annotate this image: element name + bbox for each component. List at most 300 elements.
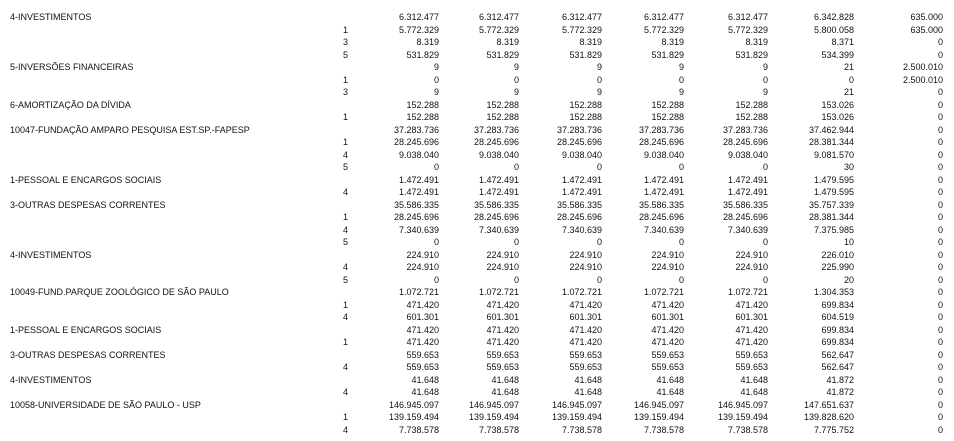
value-cell: 0 (937, 337, 943, 347)
value-cell: 0 (596, 162, 602, 172)
value-cell: 9.038.040 (478, 149, 519, 160)
value-cell: 153.026 (821, 112, 854, 122)
value-cell: 0 (596, 74, 602, 85)
value-cell: 559.653 (486, 349, 519, 360)
value-cell: 9.038.040 (398, 149, 439, 160)
value-cell: 224.910 (486, 249, 519, 260)
value-cell: 5.772.329 (727, 24, 768, 35)
value-cell: 0 (937, 237, 943, 247)
row-label: 5-INVERSÕES FINANCEIRAS (10, 62, 134, 72)
value-cell: 531.829 (406, 49, 439, 60)
value-cell: 9 (513, 87, 519, 97)
value-cell: 0 (937, 174, 943, 185)
value-cell: 1.072.721 (643, 287, 684, 297)
value-cell: 471.420 (486, 299, 519, 310)
value-cell: 37.283.736 (638, 124, 684, 135)
value-cell: 30 (843, 162, 854, 172)
table-row (0, 186, 954, 198)
table-row (0, 111, 954, 123)
row-code: 3 (342, 87, 348, 97)
value-cell: 28.245.696 (393, 137, 439, 147)
value-cell: 9 (762, 87, 768, 97)
value-cell: 224.910 (406, 249, 439, 260)
value-cell: 559.653 (569, 349, 602, 360)
table-row (0, 386, 954, 398)
value-cell: 9 (762, 62, 768, 72)
value-cell: 28.381.344 (808, 212, 854, 222)
value-cell: 139.159.494 (551, 412, 602, 422)
value-cell: 531.829 (486, 49, 519, 60)
table-row (0, 86, 954, 98)
value-cell: 7.340.639 (478, 224, 519, 235)
value-cell: 224.910 (651, 262, 684, 272)
value-cell: 37.462.944 (808, 124, 854, 135)
value-cell: 0 (596, 237, 602, 247)
value-cell: 471.420 (569, 324, 602, 335)
row-label: 10058-UNIVERSIDADE DE SÃO PAULO - USP (10, 399, 201, 410)
value-cell: 0 (513, 274, 519, 285)
value-cell: 21 (843, 87, 854, 97)
table-row (0, 324, 954, 336)
value-cell: 152.288 (651, 112, 684, 122)
table-row (0, 99, 954, 111)
value-cell: 28.245.696 (556, 212, 602, 222)
table-row (0, 11, 954, 23)
table-row (0, 161, 954, 173)
value-cell: 471.420 (569, 337, 602, 347)
value-cell: 224.910 (735, 249, 768, 260)
value-cell: 471.420 (486, 337, 519, 347)
value-cell: 35.586.335 (393, 199, 439, 210)
value-cell: 0 (937, 187, 943, 197)
value-cell: 9 (513, 62, 519, 72)
value-cell: 1.472.491 (398, 174, 439, 185)
value-cell: 9.038.040 (643, 149, 684, 160)
value-cell: 559.653 (735, 362, 768, 372)
value-cell: 6.312.477 (561, 12, 602, 22)
value-cell: 0 (937, 349, 943, 360)
value-cell: 1.472.491 (478, 187, 519, 197)
row-label: 4-INVESTIMENTOS (10, 12, 92, 22)
value-cell: 10 (843, 237, 854, 247)
value-cell: 152.288 (406, 99, 439, 110)
value-cell: 562.647 (821, 349, 854, 360)
value-cell: 7.738.578 (727, 424, 768, 435)
value-cell: 41.648 (740, 374, 768, 385)
value-cell: 0 (937, 287, 943, 297)
value-cell: 471.420 (651, 299, 684, 310)
value-cell: 0 (937, 424, 943, 435)
value-cell: 471.420 (569, 299, 602, 310)
value-cell: 146.945.097 (633, 399, 684, 410)
value-cell: 1.472.491 (561, 174, 602, 185)
value-cell: 1.472.491 (398, 187, 439, 197)
value-cell: 1.472.491 (727, 174, 768, 185)
value-cell: 146.945.097 (717, 399, 768, 410)
table-row (0, 299, 954, 311)
value-cell: 1.072.721 (727, 287, 768, 297)
value-cell: 471.420 (651, 324, 684, 335)
value-cell: 35.586.335 (722, 199, 768, 210)
value-cell: 0 (937, 274, 943, 285)
value-cell: 0 (937, 299, 943, 310)
value-cell: 699.834 (821, 299, 854, 310)
row-code: 1 (342, 212, 348, 222)
value-cell: 601.301 (486, 312, 519, 322)
value-cell: 7.738.578 (398, 424, 439, 435)
value-cell: 152.288 (735, 112, 768, 122)
row-code: 4 (342, 424, 348, 435)
value-cell: 0 (596, 274, 602, 285)
table-row (0, 149, 954, 161)
value-cell: 41.648 (656, 374, 684, 385)
value-cell: 28.245.696 (722, 137, 768, 147)
value-cell: 471.420 (486, 324, 519, 335)
value-cell: 1.472.491 (727, 187, 768, 197)
value-cell: 6.312.477 (478, 12, 519, 22)
table-row (0, 411, 954, 423)
value-cell: 152.288 (735, 99, 768, 110)
value-cell: 7.738.578 (561, 424, 602, 435)
value-cell: 35.586.335 (473, 199, 519, 210)
row-code: 3 (342, 37, 348, 47)
value-cell: 0 (433, 162, 439, 172)
value-cell: 2.500.010 (902, 74, 943, 85)
value-cell: 6.342.828 (813, 12, 854, 22)
row-label: 4-INVESTIMENTOS (10, 249, 92, 260)
value-cell: 139.159.494 (468, 412, 519, 422)
row-code: 1 (342, 74, 348, 85)
value-cell: 152.288 (569, 99, 602, 110)
table-row (0, 236, 954, 248)
value-cell: 0 (937, 112, 943, 122)
value-cell: 152.288 (569, 112, 602, 122)
value-cell: 0 (937, 312, 943, 322)
table-row (0, 286, 954, 298)
value-cell: 37.283.736 (722, 124, 768, 135)
row-code: 1 (342, 337, 348, 347)
table-row (0, 211, 954, 223)
value-cell: 9.081.570 (813, 149, 854, 160)
value-cell: 37.283.736 (393, 124, 439, 135)
value-cell: 1.072.721 (478, 287, 519, 297)
value-cell: 559.653 (651, 362, 684, 372)
value-cell: 226.010 (821, 249, 854, 260)
value-cell: 604.519 (821, 312, 854, 322)
value-cell: 0 (937, 49, 943, 60)
value-cell: 0 (433, 237, 439, 247)
row-label: 6-AMORTIZAÇÃO DA DÍVIDA (10, 99, 131, 110)
value-cell: 699.834 (821, 324, 854, 335)
value-cell: 146.945.097 (388, 399, 439, 410)
value-cell: 35.586.335 (556, 199, 602, 210)
value-cell: 7.738.578 (478, 424, 519, 435)
value-cell: 139.159.494 (717, 412, 768, 422)
value-cell: 0 (762, 74, 768, 85)
value-cell: 0 (937, 324, 943, 335)
row-code: 4 (342, 312, 348, 322)
table-row (0, 311, 954, 323)
table-row (0, 261, 954, 273)
value-cell: 471.420 (735, 324, 768, 335)
table-row (0, 349, 954, 361)
value-cell: 28.245.696 (556, 137, 602, 147)
row-label: 4-INVESTIMENTOS (10, 374, 92, 385)
row-label: 3-OUTRAS DESPESAS CORRENTES (10, 199, 166, 210)
value-cell: 152.288 (486, 99, 519, 110)
value-cell: 471.420 (406, 324, 439, 335)
value-cell: 0 (762, 237, 768, 247)
row-code: 1 (342, 412, 348, 422)
row-code: 4 (342, 387, 348, 397)
value-cell: 9 (678, 87, 684, 97)
value-cell: 0 (937, 99, 943, 110)
value-cell: 471.420 (735, 299, 768, 310)
value-cell: 0 (937, 124, 943, 135)
value-cell: 153.026 (821, 99, 854, 110)
value-cell: 0 (848, 74, 854, 85)
row-label: 3-OUTRAS DESPESAS CORRENTES (10, 349, 166, 360)
value-cell: 559.653 (486, 362, 519, 372)
value-cell: 5.772.329 (643, 24, 684, 35)
table-row (0, 74, 954, 86)
row-code: 4 (342, 224, 348, 235)
row-code: 5 (342, 162, 348, 172)
value-cell: 28.245.696 (393, 212, 439, 222)
value-cell: 0 (678, 274, 684, 285)
table-row (0, 336, 954, 348)
value-cell: 471.420 (406, 299, 439, 310)
value-cell: 699.834 (821, 337, 854, 347)
value-cell: 0 (937, 249, 943, 260)
value-cell: 0 (433, 274, 439, 285)
value-cell: 225.990 (821, 262, 854, 272)
value-cell: 1.072.721 (561, 287, 602, 297)
value-cell: 7.738.578 (643, 424, 684, 435)
value-cell: 41.648 (411, 374, 439, 385)
value-cell: 224.910 (569, 249, 602, 260)
value-cell: 9 (678, 62, 684, 72)
value-cell: 8.319 (745, 37, 768, 47)
value-cell: 471.420 (651, 337, 684, 347)
table-row (0, 374, 954, 386)
value-cell: 0 (937, 224, 943, 235)
value-cell: 0 (513, 74, 519, 85)
table-row (0, 136, 954, 148)
value-cell: 601.301 (406, 312, 439, 322)
value-cell: 5.800.058 (813, 24, 854, 35)
value-cell: 6.312.477 (643, 12, 684, 22)
value-cell: 0 (937, 262, 943, 272)
value-cell: 152.288 (406, 112, 439, 122)
value-cell: 224.910 (569, 262, 602, 272)
value-cell: 9.038.040 (727, 149, 768, 160)
table-row (0, 424, 954, 436)
value-cell: 559.653 (406, 362, 439, 372)
value-cell: 41.872 (826, 374, 854, 385)
value-cell: 1.472.491 (643, 187, 684, 197)
value-cell: 0 (762, 274, 768, 285)
value-cell: 28.245.696 (473, 137, 519, 147)
value-cell: 8.319 (579, 37, 602, 47)
value-cell: 0 (678, 74, 684, 85)
row-label: 1-PESSOAL E ENCARGOS SOCIAIS (10, 324, 162, 335)
value-cell: 7.340.639 (561, 224, 602, 235)
value-cell: 8.319 (496, 37, 519, 47)
value-cell: 0 (937, 399, 943, 410)
value-cell: 0 (937, 87, 943, 97)
row-code: 4 (342, 362, 348, 372)
value-cell: 559.653 (569, 362, 602, 372)
value-cell: 37.283.736 (556, 124, 602, 135)
value-cell: 41.648 (574, 374, 602, 385)
row-label: 10049-FUND.PARQUE ZOOLÓGICO DE SÃO PAULO (10, 287, 229, 297)
value-cell: 28.245.696 (722, 212, 768, 222)
value-cell: 5.772.329 (398, 24, 439, 35)
value-cell: 6.312.477 (398, 12, 439, 22)
table-row (0, 124, 954, 136)
value-cell: 8.319 (661, 37, 684, 47)
value-cell: 146.945.097 (468, 399, 519, 410)
value-cell: 9 (596, 62, 602, 72)
value-cell: 147.651.637 (803, 399, 854, 410)
table-row (0, 36, 954, 48)
row-code: 4 (342, 187, 348, 197)
value-cell: 224.910 (486, 262, 519, 272)
value-cell: 559.653 (651, 349, 684, 360)
value-cell: 9 (596, 87, 602, 97)
value-cell: 35.586.335 (638, 199, 684, 210)
value-cell: 139.159.494 (633, 412, 684, 422)
value-cell: 224.910 (651, 249, 684, 260)
value-cell: 41.648 (574, 387, 602, 397)
value-cell: 601.301 (735, 312, 768, 322)
value-cell: 41.648 (491, 374, 519, 385)
value-cell: 9 (433, 62, 439, 72)
value-cell: 0 (937, 37, 943, 47)
value-cell: 0 (513, 237, 519, 247)
row-code: 1 (342, 24, 348, 35)
row-label: 10047-FUNDAÇÃO AMPARO PESQUISA EST.SP.-FAPESP (10, 124, 250, 135)
value-cell: 0 (937, 387, 943, 397)
value-cell: 224.910 (735, 262, 768, 272)
value-cell: 471.420 (406, 337, 439, 347)
value-cell: 1.472.491 (561, 187, 602, 197)
row-code: 1 (342, 299, 348, 310)
value-cell: 601.301 (569, 312, 602, 322)
value-cell: 21 (843, 62, 854, 72)
value-cell: 534.399 (821, 49, 854, 60)
value-cell: 0 (937, 162, 943, 172)
value-cell: 0 (937, 212, 943, 222)
value-cell: 7.340.639 (398, 224, 439, 235)
value-cell: 0 (513, 162, 519, 172)
value-cell: 0 (937, 149, 943, 160)
value-cell: 5.772.329 (478, 24, 519, 35)
value-cell: 41.648 (491, 387, 519, 397)
value-cell: 41.872 (826, 387, 854, 397)
value-cell: 7.340.639 (643, 224, 684, 235)
value-cell: 7.340.639 (727, 224, 768, 235)
value-cell: 139.828.620 (803, 412, 854, 422)
value-cell: 635.000 (910, 12, 943, 22)
value-cell: 5.772.329 (561, 24, 602, 35)
value-cell: 0 (433, 74, 439, 85)
value-cell: 0 (937, 199, 943, 210)
table-row (0, 361, 954, 373)
value-cell: 531.829 (569, 49, 602, 60)
table-row (0, 24, 954, 36)
value-cell: 28.381.344 (808, 137, 854, 147)
value-cell: 635.000 (910, 24, 943, 35)
value-cell: 0 (762, 162, 768, 172)
value-cell: 0 (937, 374, 943, 385)
value-cell: 601.301 (651, 312, 684, 322)
value-cell: 0 (937, 137, 943, 147)
value-cell: 0 (937, 362, 943, 372)
value-cell: 559.653 (735, 349, 768, 360)
row-code: 1 (342, 137, 348, 147)
value-cell: 0 (678, 162, 684, 172)
value-cell: 146.945.097 (551, 399, 602, 410)
row-code: 4 (342, 149, 348, 160)
table-row (0, 174, 954, 186)
table-row (0, 61, 954, 73)
value-cell: 471.420 (735, 337, 768, 347)
row-code: 5 (342, 237, 348, 247)
value-cell: 531.829 (735, 49, 768, 60)
value-cell: 7.375.985 (813, 224, 854, 235)
table-row (0, 199, 954, 211)
value-cell: 28.245.696 (638, 137, 684, 147)
value-cell: 1.479.595 (813, 187, 854, 197)
value-cell: 139.159.494 (388, 412, 439, 422)
value-cell: 0 (937, 412, 943, 422)
table-row (0, 49, 954, 61)
value-cell: 41.648 (740, 387, 768, 397)
value-cell: 152.288 (486, 112, 519, 122)
row-code: 4 (342, 262, 348, 272)
value-cell: 0 (678, 237, 684, 247)
row-code: 5 (342, 49, 348, 60)
table-row (0, 224, 954, 236)
value-cell: 37.283.736 (473, 124, 519, 135)
value-cell: 35.757.339 (808, 199, 854, 210)
value-cell: 7.775.752 (813, 424, 854, 435)
row-code: 1 (342, 112, 348, 122)
value-cell: 224.910 (406, 262, 439, 272)
value-cell: 1.479.595 (813, 174, 854, 185)
value-cell: 1.304.353 (813, 287, 854, 297)
value-cell: 531.829 (651, 49, 684, 60)
table-row (0, 249, 954, 261)
value-cell: 6.312.477 (727, 12, 768, 22)
value-cell: 41.648 (656, 387, 684, 397)
value-cell: 28.245.696 (638, 212, 684, 222)
value-cell: 562.647 (821, 362, 854, 372)
value-cell: 1.472.491 (478, 174, 519, 185)
table-row (0, 399, 954, 411)
value-cell: 20 (843, 274, 854, 285)
value-cell: 1.472.491 (643, 174, 684, 185)
row-code: 5 (342, 274, 348, 285)
value-cell: 9.038.040 (561, 149, 602, 160)
value-cell: 8.319 (416, 37, 439, 47)
table-row (0, 274, 954, 286)
value-cell: 2.500.010 (902, 62, 943, 72)
value-cell: 152.288 (651, 99, 684, 110)
row-label: 1-PESSOAL E ENCARGOS SOCIAIS (10, 174, 162, 185)
